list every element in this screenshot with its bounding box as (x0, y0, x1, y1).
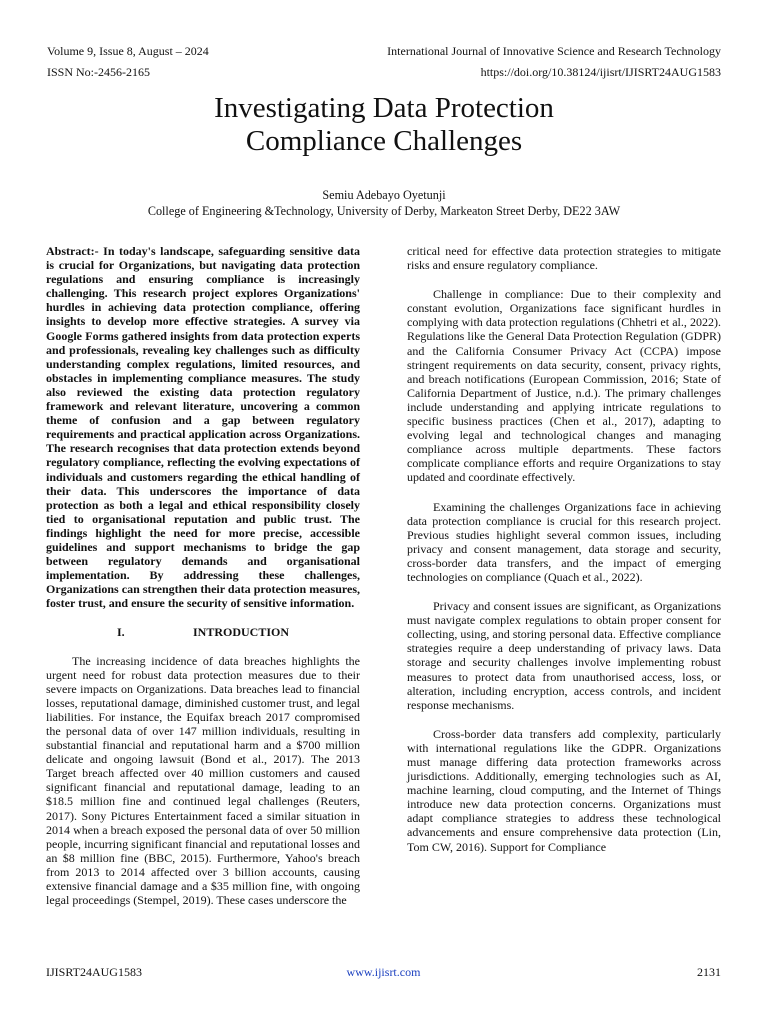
footer-website-link[interactable]: www.ijisrt.com (346, 965, 421, 979)
section-number: I. (116, 625, 125, 640)
paragraph-challenge: Challenge in compliance: Due to their complexity and constant evolution, Organizations face significant hurdles in complying with data protection regulations (Chhetri et al., 2022). Regulations like the General Data Protection Regulation (GDPR) and the California Consumer Privacy Act (CCPA) impose stringent requirements on data security, consent, privacy rights, and breach notifications (European Commission, 2016; State of California Department of Justice, n.d.). The primary challenges include understanding and applying intricate regulations to specific business practices (Chen et al., 2017), adapting to evolving legal and technological changes and managing compliance across multiple departments. These factors complicate compliance efforts and require Organizations to stay updated and coordinate effectively. (407, 287, 721, 485)
paragraph-examining: Examining the challenges Organizations face in achieving data protection compliance is crucial for this research project. Previous studies highlight several common issues, including privacy and consent management, data storage and security, cross-border data transfers, and the impact of emerging technologies on compliance (Quach et al., 2022). (407, 499, 721, 584)
page-footer (46, 965, 721, 979)
issn: ISSN No:-2456-2165 (47, 65, 151, 79)
section-heading (46, 625, 360, 639)
abstract: Abstract:- In today's landscape, safeguarding sensitive data is crucial for Organizations, but navigating data protection regulations and ensuring compliance is increasingly challenging. This research project explores Organizations' hurdles in achieving data protection compliance, offering insights to develop more effective strategies. A survey via Google Forms gathered insights from data protection experts and professionals, revealing key challenges such as difficulty understanding complex regulations, limited resources, and obstacles in implementing compliance measures. The study also reviewed the existing data protection regulatory framework and relevant literature, uncovering a common theme of confusion and a gap between regulatory requirements and practical application across Organizations. The research recognises that data protection extends beyond regulatory compliance, reflecting the evolving expectations of individuals and customers regarding the ethical handling of their data. This underscores the importance of data protection as both a legal and ethical responsibility closely tied to organisational reputation and public trust. The findings highlight the need for more precise, accessible guidelines and support mechanisms to bridge the gap between regulatory demands and organisational implementation. By addressing these challenges, Organizations can strengthen their data protection measures, foster trust, and ensure the security of sensitive information. (46, 244, 360, 611)
footer-paper-id: IJISRT24AUG1583 (46, 965, 142, 979)
left-column (46, 244, 360, 922)
paragraph-cross-border: Cross-border data transfers add complexity, particularly with international regulations like the GDPR. Organizations must manage differing data protection frameworks across jurisdictions. Additionally, emerging technologies such as AI, machine learning, cloud computing, and the Internet of Things introduce new data protection concerns. Organizations must adapt compliance strategies to address these technological advancements and ensure comprehensive data protection (Lin, Tom CW, 2016). Support for Compliance (407, 726, 721, 854)
volume-info: Volume 9, Issue 8, August – 2024 (47, 44, 209, 58)
page-number: 2131 (697, 965, 721, 979)
title-line-2: Compliance Challenges (245, 125, 523, 157)
running-header-2 (47, 65, 721, 79)
running-header (47, 44, 721, 58)
right-column (407, 244, 721, 869)
paper-title (0, 92, 768, 158)
author-affiliation: College of Engineering &Technology, University of Derby, Markeaton Street Derby, DE22 3AW (147, 204, 621, 218)
author-block (0, 187, 768, 219)
journal-name: International Journal of Innovative Science and Research Technology (387, 44, 721, 58)
title-line-1: Investigating Data Protection (214, 92, 554, 124)
intro-paragraph: The increasing incidence of data breaches highlights the urgent need for robust data protection measures due to their severe impacts on Organizations. Data breaches lead to financial losses, reputational damage, diminished customer trust, and legal liabilities. For instance, the Equifax breach 2017 compromised the personal data of over 147 million individuals, resulting in substantial financial and reputational harm and a $700 million delicate and ongoing lawsuit (Bond et al., 2017). The 2013 Target breach affected over 40 million customers and caused significant financial and reputational damage, leading to an $18.5 million fine and continued legal challenges (Reuters, 2017). Sony Pictures Entertainment faced a similar situation in 2014 when a breach exposed the personal data of over 50 million people, incurring significant financial and reputational losses and an $8 million fine (BBC, 2015). Furthermore, Yahoo's breach from 2013 to 2014 affected over 3 billion accounts, causing extensive financial damage and a $35 million fine, with ongoing legal proceedings (Stempel, 2019). These cases underscore the (46, 653, 360, 908)
author-name: Semiu Adebayo Oyetunji (322, 188, 446, 202)
section-title: INTRODUCTION (192, 625, 289, 640)
paragraph-continued: critical need for effective data protection strategies to mitigate risks and ensure regulatory compliance. (407, 244, 721, 273)
paragraph-privacy: Privacy and consent issues are significant, as Organizations must navigate complex regulations to obtain proper consent for collecting, using, and storing personal data. Effective compliance strategies require a deep understanding of privacy laws. Data storage and security challenges involve implementing robust measures to protect data from unauthorised access, loss, or alteration, including encryption, access controls, and incident response mechanisms. (407, 599, 721, 712)
doi-link[interactable]: https://doi.org/10.38124/ijisrt/IJISRT24AUG1583 (480, 65, 721, 79)
